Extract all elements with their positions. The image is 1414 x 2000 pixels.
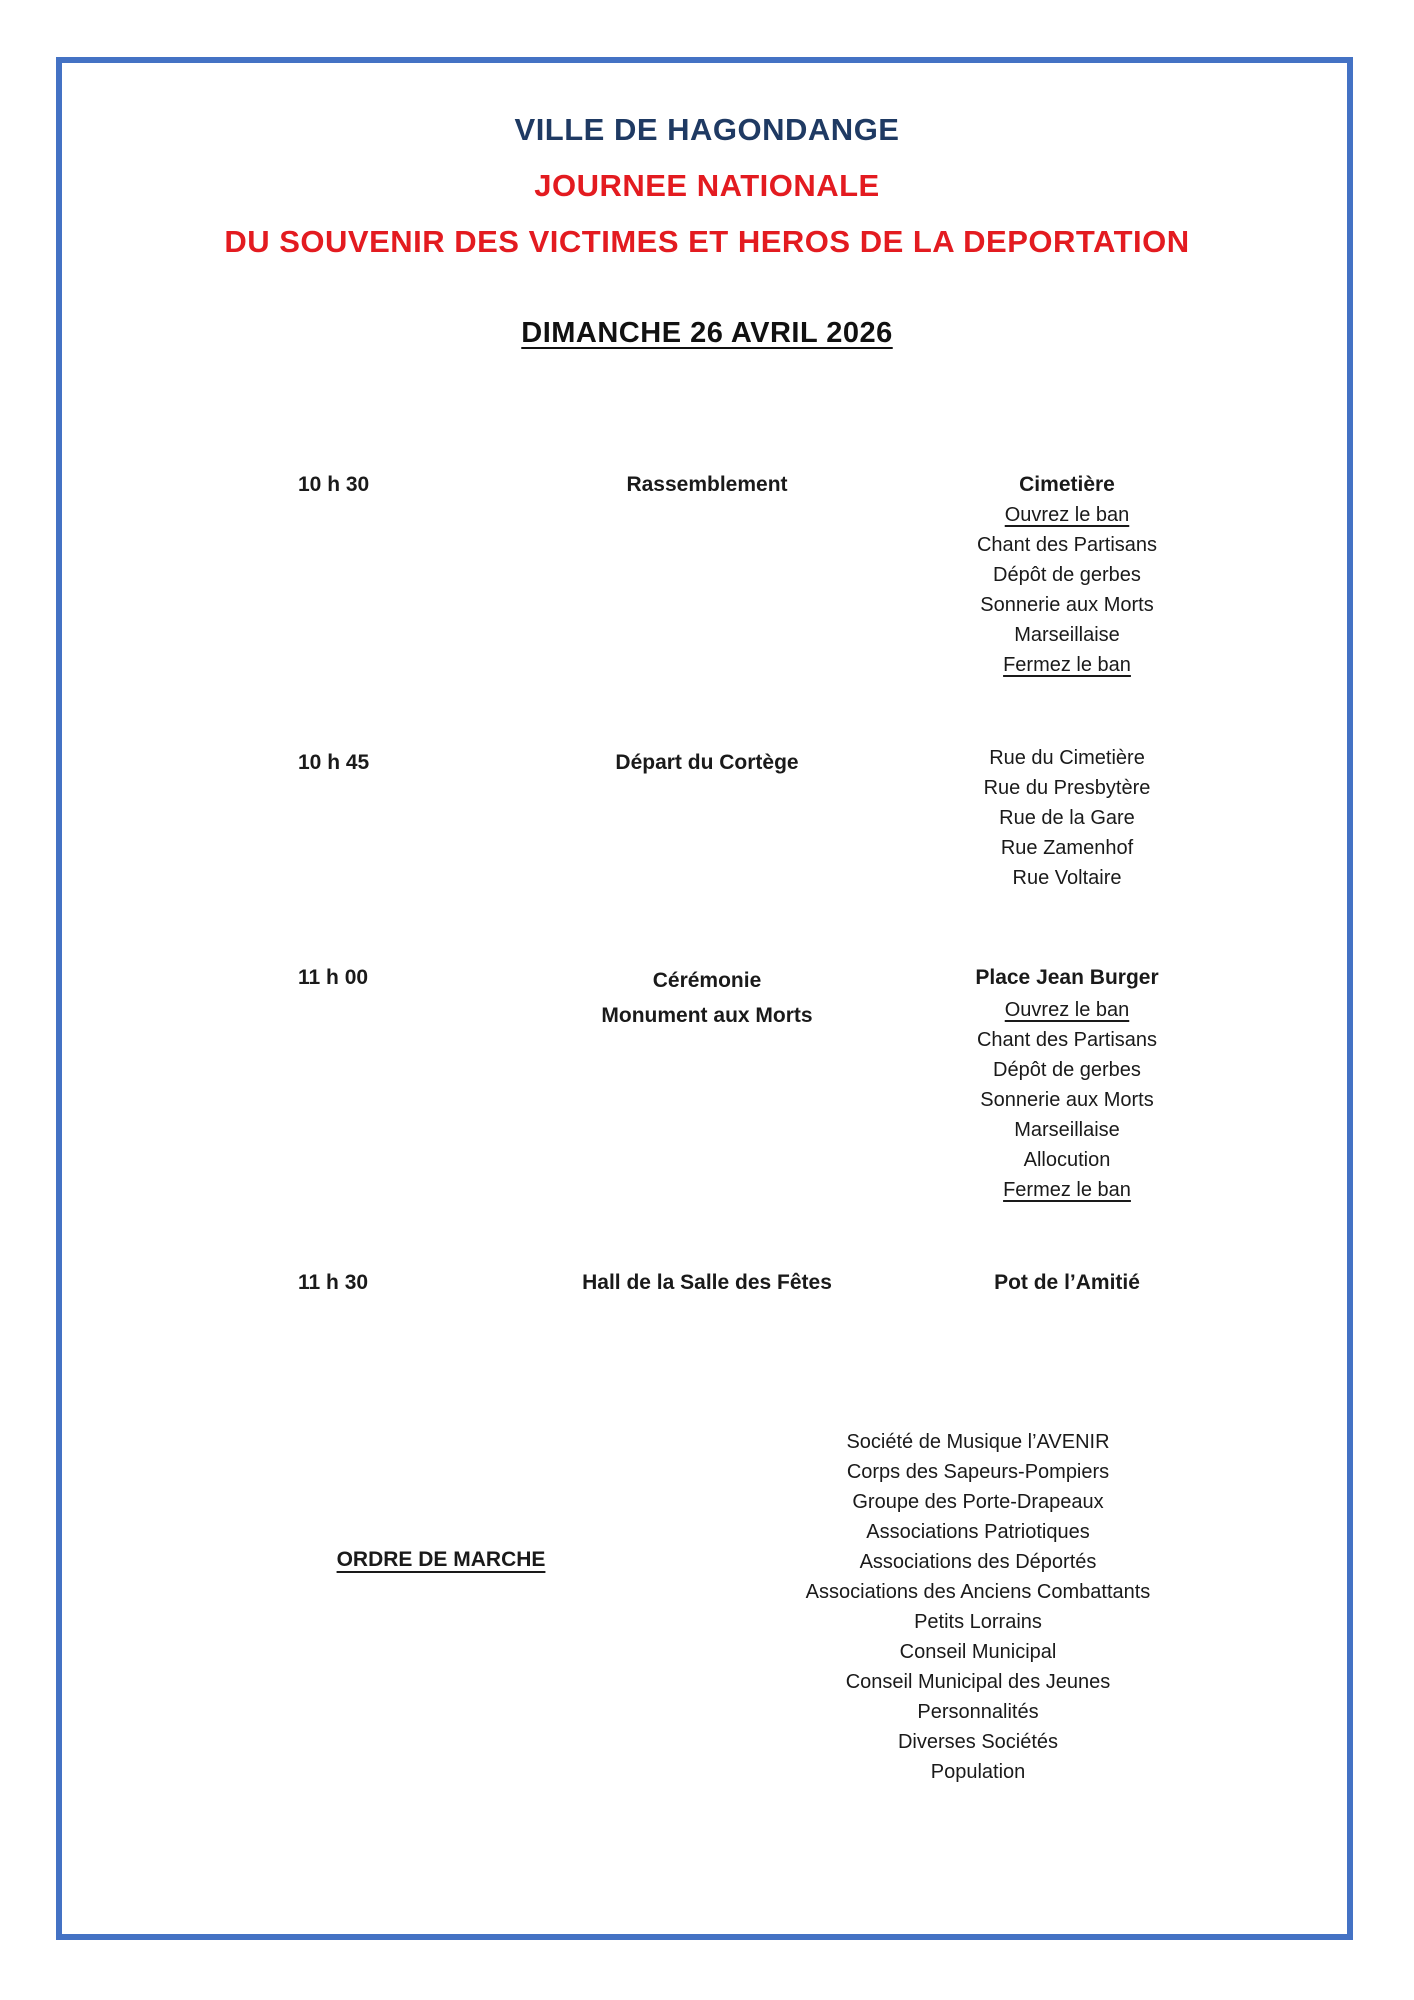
street-name: Rue de la Gare	[999, 807, 1135, 829]
street-name: Rue du Cimetière	[989, 747, 1145, 769]
ceremony-step: Marseillaise	[1014, 1119, 1120, 1141]
ceremony-step: Chant des Partisans	[976, 534, 1158, 556]
event-name: Rassemblement	[626, 473, 788, 496]
location-name: Pot de l’Amitié	[994, 1271, 1140, 1294]
ceremony-step: Sonnerie aux Morts	[980, 1089, 1154, 1111]
event-name: Départ du Cortège	[615, 751, 799, 774]
ordre-de-marche-label: ORDRE DE MARCHE	[336, 1548, 546, 1571]
ceremony-step: Dépôt de gerbes	[993, 564, 1141, 586]
ceremony-step: Ouvrez le ban	[1004, 504, 1130, 526]
ordre-de-marche-item: Personnalités	[917, 1701, 1039, 1723]
ordre-de-marche-item: Conseil Municipal	[899, 1641, 1057, 1663]
street-name: Rue Voltaire	[1012, 867, 1122, 889]
ordre-de-marche-list	[678, 1427, 1278, 1787]
route-streets	[867, 743, 1267, 893]
ceremony-step: Fermez le ban	[1003, 654, 1131, 676]
location-name: Cimetière	[1019, 473, 1115, 496]
subtitle-line-2: DU SOUVENIR DES VICTIMES ET HEROS DE LA DEPORTATION	[224, 224, 1190, 259]
ceremony-steps	[867, 995, 1267, 1205]
ordre-de-marche-item: Petits Lorrains	[914, 1611, 1042, 1633]
event-date: DIMANCHE 26 AVRIL 2026	[521, 317, 893, 349]
ceremony-step: Marseillaise	[1014, 624, 1120, 646]
ordre-de-marche-item: Corps des Sapeurs-Pompiers	[846, 1461, 1110, 1483]
street-name: Rue Zamenhof	[1000, 837, 1134, 859]
ordre-de-marche-item: Associations Patriotiques	[866, 1521, 1090, 1543]
location-name: Place Jean Burger	[975, 966, 1159, 989]
time-label: 11 h 00	[298, 966, 369, 989]
event-name-line: Cérémonie	[652, 969, 762, 992]
ceremony-step: Ouvrez le ban	[1004, 999, 1130, 1021]
page-title: VILLE DE HAGONDANGE	[514, 112, 900, 147]
time-label: 10 h 30	[298, 473, 370, 496]
ceremony-step: Sonnerie aux Morts	[980, 594, 1154, 616]
ceremony-step: Chant des Partisans	[976, 1029, 1158, 1051]
ordre-de-marche-item: Associations des Anciens Combattants	[805, 1581, 1151, 1603]
subtitle-line-1: JOURNEE NATIONALE	[534, 168, 880, 203]
ordre-de-marche-item: Diverses Sociétés	[897, 1731, 1059, 1753]
ordre-de-marche-item: Groupe des Porte-Drapeaux	[852, 1491, 1104, 1513]
ordre-de-marche-item: Société de Musique l’AVENIR	[846, 1431, 1110, 1453]
event-name-line: Monument aux Morts	[601, 1004, 813, 1027]
street-name: Rue du Presbytère	[983, 777, 1151, 799]
ceremony-steps	[867, 500, 1267, 680]
ceremony-step: Fermez le ban	[1003, 1179, 1131, 1201]
ordre-de-marche-item: Associations des Déportés	[859, 1551, 1097, 1573]
ceremony-step: Allocution	[1023, 1149, 1111, 1171]
ceremony-step: Dépôt de gerbes	[993, 1059, 1141, 1081]
event-name: Hall de la Salle des Fêtes	[582, 1271, 832, 1294]
time-label: 10 h 45	[298, 751, 370, 774]
ordre-de-marche-item: Conseil Municipal des Jeunes	[845, 1671, 1111, 1693]
time-label: 11 h 30	[298, 1271, 369, 1294]
ordre-de-marche-item: Population	[930, 1761, 1026, 1783]
